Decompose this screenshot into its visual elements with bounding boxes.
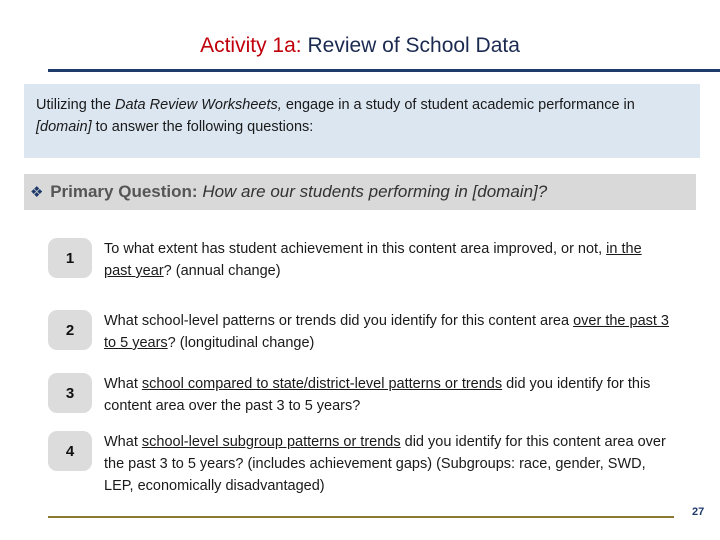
question-text-pre: What [104,434,142,450]
footer-divider [48,516,674,518]
question-number-badge: 2 [48,310,92,350]
question-text-post: ? (longitudinal change) [167,335,315,351]
intro-text-mid: engage in a study of student academic performance in [281,97,635,113]
question-text-underlined: in the past year [104,241,642,279]
title-divider [48,69,720,72]
primary-label-colon: : [191,182,198,201]
question-number-badge: 3 [48,373,92,413]
question-text-underlined: school compared to state/district-level patterns or trends [141,376,503,392]
question-number-badge: 1 [48,238,92,278]
intro-box [24,84,700,158]
question-text-pre: To what extent has student achievement in this content area improved, or not, [104,241,607,257]
title-subject: Review of School Data [307,34,520,57]
intro-text-post: to answer the following questions: [91,119,314,135]
page-title [0,34,720,58]
question-text-post: did you identify for this content area over the past 3 to 5 years? (includes achievement gaps) (Subgroups: race, gender, SWD, LEP, economically disadvantaged) [104,434,666,494]
primary-question-text: How are our students performing in [domain]? [202,182,548,201]
question-text [104,238,672,282]
question-text-underlined: school-level subgroup patterns or trends [141,434,401,450]
title-activity: Activity 1a: [200,34,302,57]
question-text [104,310,672,354]
question-text-pre: What [104,376,142,392]
diamond-bullet-icon: ❖ [30,184,44,201]
intro-domain-placeholder: [domain] [36,119,92,135]
primary-label-text: Primary Question [50,182,192,201]
page-number: 27 [692,506,705,518]
question-number-badge: 4 [48,431,92,471]
question-text-underlined: over the past 3 to 5 years [104,313,669,351]
question-text-post: ? (annual change) [163,263,281,279]
primary-question-label [50,182,197,201]
primary-question-bar [24,174,696,210]
question-text [104,373,672,417]
intro-worksheets-emphasis: Data Review Worksheets, [114,97,282,113]
question-text-pre: What school-level patterns or trends did you identify for this content area [104,313,574,329]
question-text-post: did you identify for this content area over the past 3 to 5 years? [104,376,651,414]
intro-text-pre: Utilizing the [36,97,115,113]
question-text [104,431,672,497]
